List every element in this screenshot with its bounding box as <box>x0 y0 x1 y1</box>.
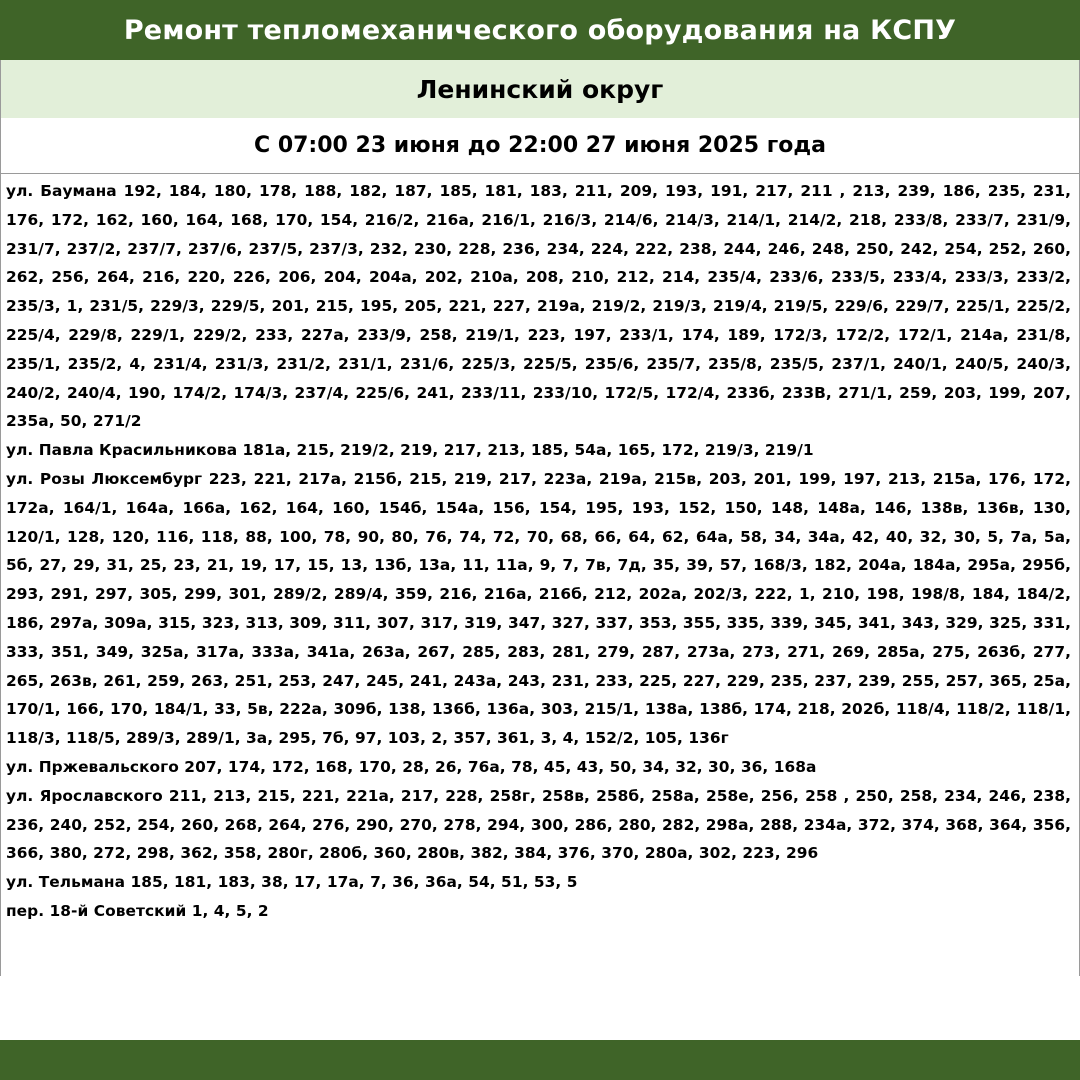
district-title: Ленинский округ <box>0 60 1080 118</box>
street-entry-sovetsky-18: пер. 18-й Советский 1, 4, 5, 2 <box>6 901 269 920</box>
street-entry-luxemburg: ул. Розы Люксембург 223, 221, 217а, 215б, 215, 219, 217, 223а, 219а, 215в, 203, 201, 199, 197, 213, 215а, 176, 172, 172а, 164/1, 164а, 166а, 162, 164, 160, 154б, 154а, 156, 154, 195, 193, 152, 150, 148, 148а, 146, 138в, 136в, 130, 120/1, 128, 120, 116, 118, 88, 100, 78, 90, 80, 76, 74, 72, 70, 68, 66, 64, 62, 64а, 58, 34, 34а, 42, 40, 32, 30, 5, 7а, 5а, 5б, 27, 29, 31, 25, 23, 21, 19, 17, 15, 13, 13б, 13а, 11, 11а, 9, 7, 7в, 7д, 35, 39, 57, 168/3, 182, 204а, 184а, 295а, 295б, 293, 291, 297, 305, 299, 301, 289/2, 289/4, 359, 216, 216а, 216б, 212, 202а, 202/3, 222, 1, 210, 198, 198/8, 184, 184/2, 186, 297а, 309а, 315, 323, 313, 309, 311, 307, 317, 319, 347, 327, 337, 353, 355, 335, 339, 345, 341, 343, 329, 325, 331, 333, 351, 349, 325а, 317а, 333а, 341а, 263а, 267, 285, 283, 281, 279, 287, 273а, 273, 271, 269, 285а, 275, 263б, 277, 265, 263в, 261, 259, 263, 251, 253, 247, 245, 241, 243а, 243, 231, 233, 225, 227, 229, 235, 237, 239, 255, 257, 365, 25а, 170/1, 166, 170, 184/1, 33, 5в, 222а, 309б, 138, 136б, 136а, 303, 215/1, 138а, 138б, 174, 218, 202б, 118/4, 118/2, 118/1, 118/3, 118/5, 289/3, 289/1, 3а, 295, 7б, 97, 103, 2, 357, 361, 3, 4, 152/2, 105, 136г <box>6 469 1071 748</box>
page-title: Ремонт тепломеханического оборудования на КСПУ <box>0 0 1080 60</box>
street-entry-krasilnikova: ул. Павла Красильникова 181а, 215, 219/2, 219, 217, 213, 185, 54а, 165, 172, 219/3, 219/1 <box>6 441 814 460</box>
street-entry-baumana: ул. Баумана 192, 184, 180, 178, 188, 182, 187, 185, 181, 183, 211, 209, 193, 191, 217, 211 , 213, 239, 186, 235, 231, 176, 172, 162, 160, 164, 168, 170, 154, 216/2, 216а, 216/1, 216/3, 214/6, 214/3, 214/1, 214/2, 218, 233/8, 233/7, 231/9, 231/7, 237/2, 237/7, 237/6, 237/5, 237/3, 232, 230, 228, 236, 234, 224, 222, 238, 244, 246, 248, 250, 242, 254, 252, 260, 262, 256, 264, 216, 220, 226, 206, 204, 204а, 202, 210а, 208, 210, 212, 214, 235/4, 233/6, 233/5, 233/4, 233/3, 233/2, 235/3, 1, 231/5, 229/3, 229/5, 201, 215, 195, 205, 221, 227, 219а, 219/2, 219/3, 219/4, 219/5, 229/6, 229/7, 225/1, 225/2, 225/4, 229/8, 229/1, 229/2, 233, 227а, 233/9, 258, 219/1, 223, 197, 233/1, 174, 189, 172/3, 172/2, 172/1, 214а, 231/8, 235/1, 235/2, 4, 231/4, 231/3, 231/2, 231/1, 231/6, 225/3, 225/5, 235/6, 235/7, 235/8, 235/5, 237/1, 240/1, 240/5, 240/3, 240/2, 240/4, 190, 174/2, 174/3, 237/4, 225/6, 241, 233/11, 233/10, 172/5, 172/4, 233б, 233В, 271/1, 259, 203, 199, 207, 235а, 50, 271/2 <box>6 182 1071 431</box>
street-entry-telmana: ул. Тельмана 185, 181, 183, 38, 17, 17а, 7, 36, 36а, 54, 51, 53, 5 <box>6 873 578 892</box>
street-entry-yaroslavskogo: ул. Ярославского 211, 213, 215, 221, 221а, 217, 228, 258г, 258в, 258б, 258а, 258е, 256, 258 , 250, 258, 234, 246, 238, 236, 240, 252, 254, 260, 268, 264, 276, 290, 270, 278, 294, 300, 286, 280, 282, 298а, 288, 234а, 372, 374, 368, 364, 356, 366, 380, 272, 298, 362, 358, 280г, 280б, 360, 280в, 382, 384, 376, 370, 280а, 302, 223, 296 <box>6 786 1071 863</box>
street-entry-przhevalskogo: ул. Пржевальского 207, 174, 172, 168, 170, 28, 26, 76а, 78, 45, 43, 50, 34, 32, 30, 36, 168а <box>6 757 817 776</box>
footer-bar <box>0 1040 1080 1080</box>
address-list <box>0 174 1080 976</box>
outage-period: С 07:00 23 июня до 22:00 27 июня 2025 года <box>0 118 1080 174</box>
